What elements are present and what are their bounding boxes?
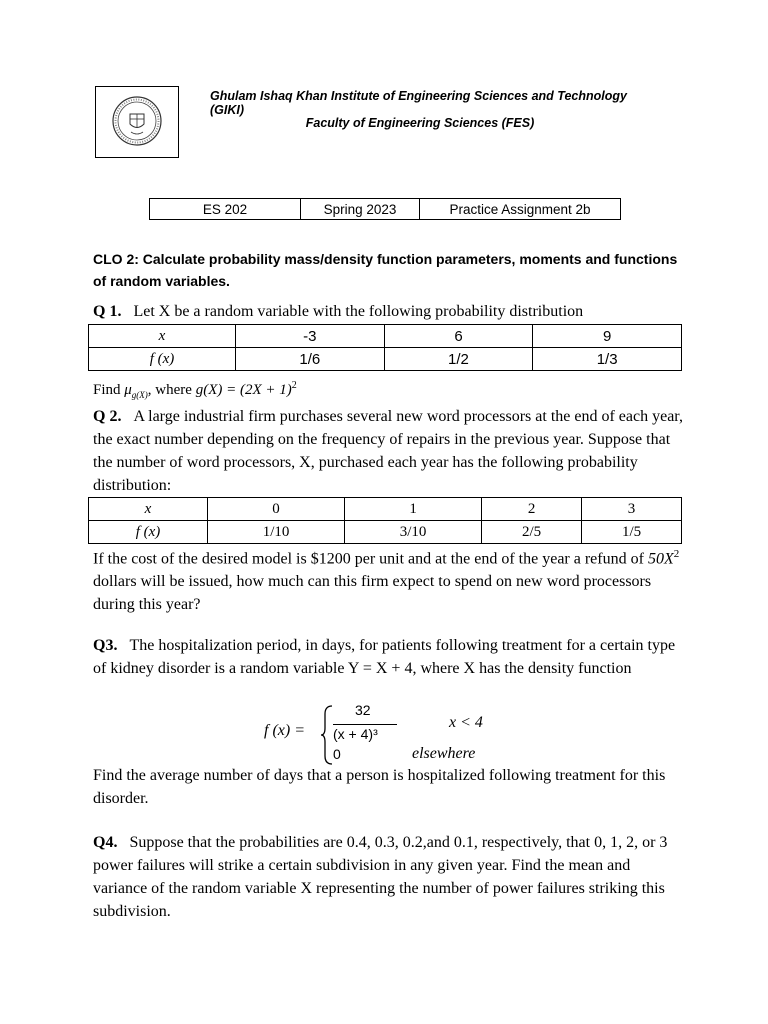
f-lhs: f (x) = (264, 722, 305, 739)
table-row (89, 348, 682, 371)
table-row (89, 498, 682, 521)
table-cell: 3/10 (345, 521, 482, 544)
fraction-bar (333, 724, 397, 725)
q3-question: Find the average number of days that a person is hospitalized following treatment for this disorder. (93, 767, 666, 807)
q1-find-line (93, 374, 683, 407)
elsewhere-case: elsewhere (412, 745, 476, 762)
course-code: ES 202 (150, 199, 301, 220)
table-cell: 2 (482, 498, 582, 521)
q3-label: Q3. (93, 637, 118, 654)
g-exponent: 2 (291, 380, 297, 391)
fx-header: f (x) (89, 348, 236, 371)
logo-frame (95, 86, 179, 158)
q3-text: The hospitalization period, in days, for patients following treatment for a certain type of kidney disorder is a random variable Y = X + 4, where X has the density function (93, 637, 676, 677)
refund-expression: 50X (647, 550, 674, 568)
q1-distribution-table (88, 324, 682, 371)
table-row (89, 521, 682, 544)
q2-cost-paragraph (93, 543, 683, 616)
assignment-title: Practice Assignment 2b (420, 199, 621, 220)
q2-text: A large industrial firm purchases several new word processors at the end of each year, the exact number depending on the frequency of repairs in the previous year. Suppose that the number of word processors, X, purchased each year has the following probability distribution: (93, 408, 683, 494)
q2-statement (93, 405, 683, 497)
table-cell: 0 (208, 498, 345, 521)
zero-case: 0 (333, 746, 341, 762)
q4-statement (93, 831, 683, 923)
fraction-denominator: (x + 4)³ (333, 726, 378, 742)
course-info-table (149, 198, 621, 220)
where-text: , where (147, 382, 196, 398)
g-expression: g(X) = (2X + 1) (195, 382, 292, 398)
table-cell: 9 (533, 325, 682, 348)
table-row (89, 325, 682, 348)
mu-symbol: μ (124, 382, 132, 398)
fraction-numerator: 32 (355, 702, 371, 718)
refund-exponent: 2 (673, 548, 680, 560)
q1-statement (93, 300, 683, 323)
q2-cost-text: If the cost of the desired model is $1200 per unit and at the end of the year a refund of (93, 550, 648, 568)
table-cell: -3 (236, 325, 385, 348)
x-header: x (89, 498, 208, 521)
find-text: Find (93, 382, 125, 398)
table-cell: 3 (582, 498, 682, 521)
table-cell: 1 (345, 498, 482, 521)
q2-question-text: dollars will be issued, how much can this firm expect to spend on new word processors during this year? (93, 573, 652, 614)
fx-header: f (x) (89, 521, 208, 544)
table-cell: 1/3 (533, 348, 682, 371)
table-cell: 1/5 (582, 521, 682, 544)
q3-statement (93, 634, 683, 680)
table-cell: 1/6 (236, 348, 385, 371)
q4-text: Suppose that the probabilities are 0.4, 0.3, 0.2,and 0.1, respectively, that 0, 1, 2, or 3 power failures will strike a certain subdivision in any given year. Find the mean and variance of the random variable X representing the number of power failures striking this subdivision. (93, 834, 668, 920)
table-cell: 6 (384, 325, 533, 348)
table-cell: 1/2 (384, 348, 533, 371)
table-cell: 1/10 (208, 521, 345, 544)
q4-label: Q4. (93, 834, 118, 851)
left-brace-icon (320, 704, 334, 766)
q2-label: Q 2. (93, 408, 122, 425)
q1-label: Q 1. (93, 303, 122, 320)
condition: x < 4 (449, 714, 483, 731)
clo-statement: CLO 2: Calculate probability mass/density function parameters, moments and functions of random variables. (93, 251, 678, 289)
q2-distribution-table (88, 497, 682, 544)
institute-name: Ghulam Ishaq Khan Institute of Engineering Sciences and Technology (GIKI) (210, 89, 627, 117)
q1-text: Let X be a random variable with the following probability distribution (133, 303, 584, 320)
semester: Spring 2023 (301, 199, 420, 220)
table-cell: 2/5 (482, 521, 582, 544)
giki-seal-icon (96, 87, 178, 157)
mu-subscript: g(X) (131, 390, 148, 400)
faculty-name: Faculty of Engineering Sciences (FES) (305, 116, 535, 130)
x-header: x (89, 325, 236, 348)
